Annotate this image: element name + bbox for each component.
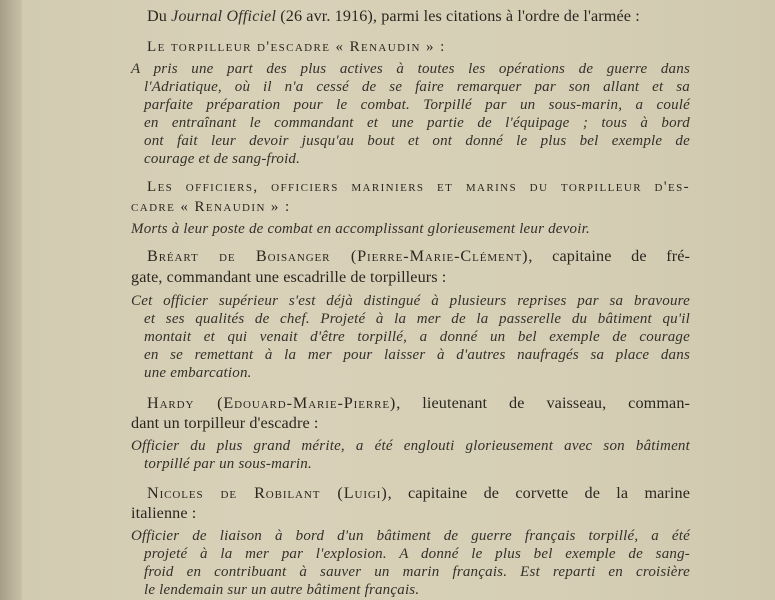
citation-3-text-line: montait et qui venait d'être torpillé, a donné un bel exemple de courage bbox=[144, 329, 690, 345]
citation-5-heading bbox=[131, 503, 196, 523]
citation-1-text-line: A pris une part des plus actives à toutes les opérations de guerre dans bbox=[131, 61, 690, 77]
person-rank: gate, commandant une escadrille de torpilleurs : bbox=[131, 268, 447, 286]
person-rank: dant un torpilleur d'escadre : bbox=[131, 414, 319, 432]
person-rank: , capitaine de fré- bbox=[528, 247, 690, 265]
citation-1-text-line: ont fait leur devoir jusqu'au bout et ont donné le plus bel exemple de bbox=[144, 133, 690, 149]
person-rank: , capitaine de corvette de la marine bbox=[387, 484, 690, 502]
citation-3-text-line: une embarcation. bbox=[144, 365, 252, 381]
citation-5-text-line: projeté à la mer par l'explosion. A donné le plus bel exemple de sang- bbox=[144, 546, 690, 562]
intro-suffix: (26 avr. 1916), parmi les citations à l'ordre de l'armée : bbox=[276, 7, 640, 25]
intro-line bbox=[147, 6, 640, 27]
citation-3-text-line: en se remettant à la mer pour laisser à d'autres naufragés sa place dans bbox=[144, 347, 690, 363]
citation-4-text-line: Officier du plus grand mérite, a été englouti glorieusement avec son bâtiment bbox=[131, 438, 690, 454]
citation-3-text-line: Cet officier supérieur s'est déjà distingué à plusieurs reprises par sa bravoure bbox=[131, 293, 690, 309]
person-rank: italienne : bbox=[131, 504, 197, 522]
citation-1-text-line: parfaite préparation pour le combat. Torpillé par un sous-marin, a coulé bbox=[144, 97, 690, 113]
citation-4-text-line: torpillé par un sous-marin. bbox=[144, 456, 312, 472]
citation-1-text-line: courage et de sang-froid. bbox=[144, 151, 301, 167]
citation-2-heading: cadre « Renaudin » : bbox=[131, 199, 291, 215]
person-name: Hardy (Edouard-Marie-Pierre) bbox=[147, 394, 397, 412]
citation-4-heading bbox=[147, 393, 690, 413]
citation-3-heading bbox=[147, 246, 690, 266]
person-name: Nicoles de Robilant (Luigi) bbox=[147, 484, 388, 502]
person-name: Bréart de Boisanger (Pierre-Marie-Clément) bbox=[147, 247, 529, 265]
citation-5-text-line: froid en contribuant à sauver un marin français. Est reparti en croisière bbox=[144, 564, 690, 580]
book-gutter bbox=[0, 0, 22, 600]
citation-5-text-line: Officier de liaison à bord d'un bâtiment de guerre français torpillé, a été bbox=[131, 528, 690, 544]
citation-1-text-line: en entraînant le commandant et une partie de l'équipage ; tous à bord bbox=[144, 115, 690, 131]
citation-4-heading bbox=[131, 413, 319, 433]
citation-1-text-line: l'Adriatique, où il n'a cessé de se faire remarquer par son allant et sa bbox=[144, 79, 690, 95]
citation-2-text-line: Morts à leur poste de combat en accomplissant glorieusement leur devoir. bbox=[131, 221, 590, 237]
citation-3-text-line: et ses qualités de chef. Projeté à la mer de la passerelle du bâtiment qu'il bbox=[144, 311, 690, 327]
person-rank: , lieutenant de vaisseau, comman- bbox=[396, 394, 690, 412]
citation-5-heading bbox=[147, 483, 690, 503]
journal-title: Journal Officiel bbox=[171, 8, 277, 25]
citation-3-heading bbox=[131, 267, 446, 287]
intro-prefix: Du bbox=[147, 7, 172, 25]
citation-2-heading: Les officiers, officiers mariniers et marins du torpilleur d'es- bbox=[147, 179, 690, 195]
citation-5-text-line: le lendemain sur un autre bâtiment français. bbox=[144, 582, 420, 598]
citation-1-heading: Le torpilleur d'escadre « Renaudin » : bbox=[147, 39, 446, 55]
